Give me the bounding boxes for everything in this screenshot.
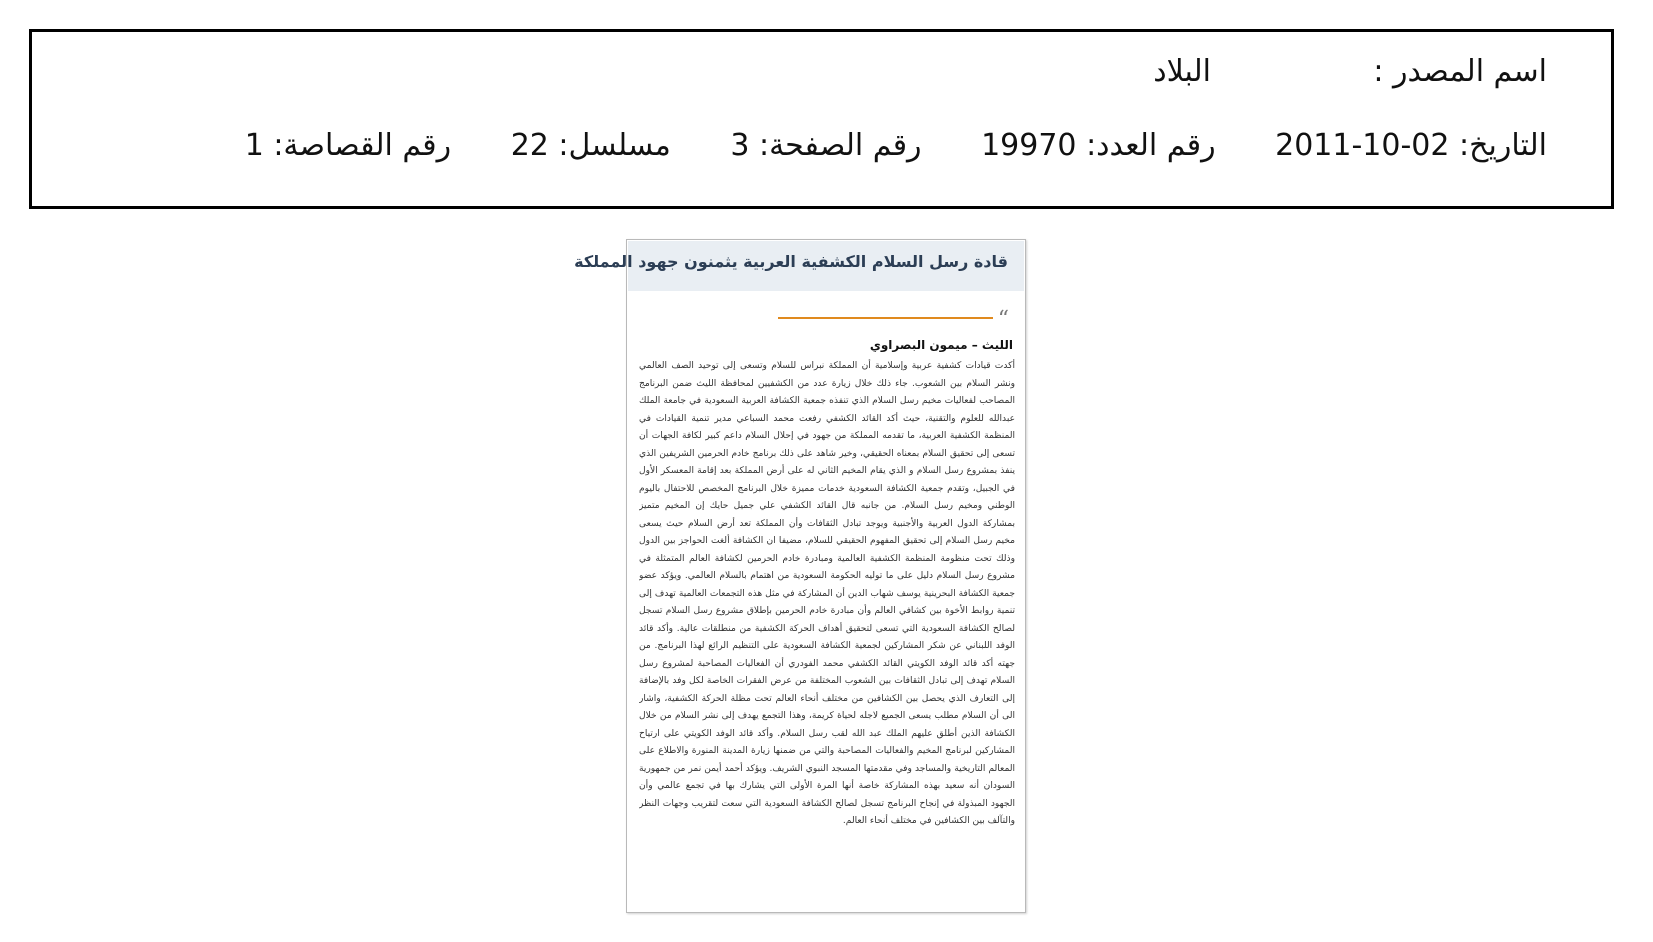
- date-value: 2011-10-02: [1275, 128, 1450, 163]
- newspaper-clipping: [574, 239, 1026, 913]
- page-value: 3: [730, 128, 750, 163]
- issue-label: رقم العدد:: [1086, 128, 1216, 163]
- clipping-value: 1: [244, 128, 264, 163]
- source-value: البلاد: [1153, 54, 1211, 89]
- serial-field: [511, 128, 671, 163]
- divider-rule: [778, 317, 993, 319]
- article-byline: الليث – ميمون البصراوي: [869, 338, 1013, 352]
- metadata-box: [29, 29, 1614, 209]
- page-label: رقم الصفحة:: [758, 128, 922, 163]
- quote-mark-icon: “: [997, 307, 1009, 332]
- article-body: أكدت قيادات كشفية عربية وإسلامية أن المملكة نبراس للسلام وتسعى إلى توحيد الصف العالمي ونشر السلام بين الشعوب. جاء ذلك خلال زيارة عدد من الكشفيين لمحافظة الليث ضمن البرنامج المصاحب لفعاليات مخيم رسل السلام الذي تنفذه جمعية الكشافة العربية السعودية في جامعة الملك عبدالله للعلوم والتقنية، حيث أكد القائد الكشفي رفعت محمد السباعي مدير تنمية القيادات في المنظمة الكشفية العربية، ما تقدمه المملكة من جهود في إحلال السلام داعم كبير لكافة الجهات أن تسعى إلى تحقيق السلام بمعناه الحقيقي، وخير شاهد على ذلك برنامج خادم الحرمين الشريفين الذي ينفذ بمشروع رسل السلام و الذي يقام المخيم الثاني له على أرض المملكة بعد إقامة المعسكر الأول في الجبيل، وتقدم جمعية الكشافة السعودية خدمات مميزة خلال البرنامج المخصص للاحتفال باليوم الوطني ومخيم رسل السلام. من جانبه قال القائد الكشفي علي جميل حايك إن المخيم متميز بمشاركة الدول العربية والأجنبية ويوجد تبادل الثقافات وأن المملكة تعد أرض السلام حيث يسعى مخيم رسل السلام إلى تحقيق المفهوم الحقيقي للسلام، مضيفا ان الكشافة ألغت الحواجز بين الدول وذلك تحت منظومة المنظمة الكشفية العالمية ومبادرة خادم الحرمين لكشافة العالم المتمثلة في مشروع رسل السلام دليل على ما توليه الحكومة السعودية من اهتمام بالسلام العالمي. ويؤكد عضو جمعية الكشافة البحرينية يوسف شهاب الدين أن المشاركة في مثل هذه التجمعات العالمية تهدف إلى تنمية روابط الأخوة بين كشافي العالم وأن مبادرة خادم الحرمين بإطلاق مشروع رسل السلام تسجل لصالح الكشافة السعودية التي تسعى لتحقيق أهداف الحركة الكشفية من منطلقات عالية. وأكد قائد الوفد اللبناني عن شكر المشاركين لجمعية الكشافة السعودية على التنظيم الرائع لهذا البرنامج. من جهته أكد قائد الوفد الكويتي القائد الكشفي محمد الفودري أن الفعاليات المصاحبة لمشروع رسل السلام تهدف إلى تبادل الثقافات بين الشعوب المختلفة من عرض الفقرات الخاصة لكل وفد بالإضافة إلى التعارف الذي يحصل بين الكشافين من مختلف أنحاء العالم تحت مظلة الحركة الكشفية، واشار الى أن السلام مطلب يسعى الجميع لاجله لحياة كريمة، وهذا التجمع يهدف إلى نشر السلام من خلال الكشافة الذين أطلق عليهم الملك عبد الله لقب رسل السلام. وأكد قائد الوفد الكويتي على ارتياح المشاركين لبرنامج المخيم والفعاليات المصاحبة والتي من ضمنها زيارة المدينة المنورة والاطلاع على المعالم التاريخية والمساجد وفي مقدمتها المسجد النبوي الشريف. ويؤكد أحمد أيمن نمر من جمهورية السودان أنه سعيد بهذه المشاركة خاصة أنها المرة الأولى التي يشارك بها في تجمع عالمي وأن الجهود المبذولة في إنجاح البرنامج تسجل لصالح الكشافة السعودية التي سعت لتقريب وجهات النظر والتآلف بين الكشافين في مختلف أنحاء العالم.: [639, 361, 1015, 826]
- issue-value: 19970: [981, 128, 1077, 163]
- clipping-title-bar: [574, 241, 1024, 291]
- metadata-row: [245, 128, 1547, 163]
- date-field: [1275, 128, 1547, 163]
- issue-field: [981, 128, 1215, 163]
- date-label: التاريخ:: [1459, 128, 1547, 163]
- serial-label: مسلسل:: [558, 128, 671, 163]
- serial-value: 22: [510, 128, 549, 163]
- article-title: قادة رسل السلام الكشفية العربية يثمنون جهود المملكة: [574, 252, 1008, 271]
- page-field: [730, 128, 921, 163]
- clipping-label: رقم القصاصة:: [273, 128, 452, 163]
- source-label: اسم المصدر :: [1373, 54, 1547, 89]
- clipping-field: [245, 128, 451, 163]
